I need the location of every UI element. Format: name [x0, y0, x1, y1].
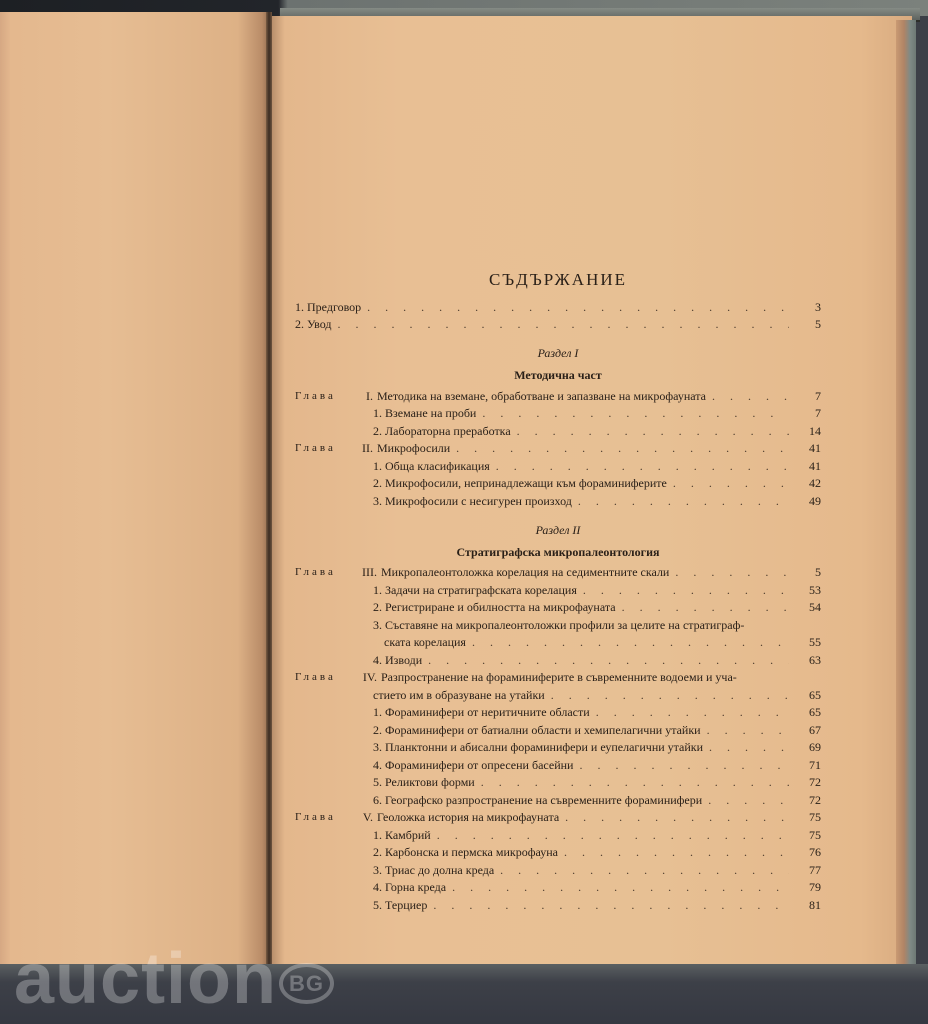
toc-entry: 1. Фораминифери от неритичните области . . . 65	[295, 703, 821, 721]
part-label: Раздел II	[535, 522, 581, 537]
toc-entry: 4. Изводи . . . 63	[295, 650, 821, 668]
toc-entry: 3. Микрофосили с несигурен произход . . . 49	[295, 491, 821, 509]
part-title: Методична част	[514, 368, 602, 382]
toc-chapter: Глава II. Микрофосили . . . 41	[295, 439, 821, 457]
toc-entry-continued: ската корелация . . . 55	[295, 633, 821, 651]
toc-entry: 3. Планктонни и абисални фораминифери и еупелагични утайки . . . 69	[295, 738, 821, 756]
toc-chapter-continued: стието им в образуване на утайки . . . 65	[295, 685, 821, 703]
toc-entry: 1. Камбрий . . . 75	[295, 825, 821, 843]
toc-entry: 1. Обща класификация . . . 41	[295, 456, 821, 474]
toc-entry: 2. Регистриране и обилността на микрофауната . . . 54	[295, 598, 821, 616]
toc-title: СЪДЪРЖАНИЕ	[488, 270, 628, 289]
table-of-contents	[295, 270, 821, 913]
toc-entry: 4. Фораминифери от опресени басейни . . . 71	[295, 755, 821, 773]
page-edges	[896, 20, 916, 980]
toc-entry: 1. Предговор . . . 3	[295, 297, 821, 315]
left-page	[0, 12, 270, 964]
toc-chapter: Глава V. Геоложка история на микрофауната . . . 75	[295, 808, 821, 826]
toc-entry: 3. Съставяне на микропалеонтоложки профили за целите на стратиграф-	[373, 617, 745, 632]
toc-entry: 5. Реликтови форми . . . 72	[295, 773, 821, 791]
toc-entry: 4. Горна креда . . . 79	[295, 878, 821, 896]
toc-entry: 5. Терциер . . . 81	[295, 895, 821, 913]
part-title: Стратиграфска микропалеонтология	[456, 544, 660, 559]
auction-watermark: auction BG	[14, 938, 334, 1020]
toc-entry: 2. Фораминифери от батиални области и хемипелагични утайки . . . 67	[295, 720, 821, 738]
toc-entry: 2. Лабораторна преработка . . . 14	[295, 421, 821, 439]
toc-entry: 1. Вземане на проби . . . 7	[295, 404, 821, 422]
toc-entry: 3. Триас до долна креда . . . 77	[295, 860, 821, 878]
toc-chapter: Глава III. Микропалеонтоложка корелация на седиментните скали . . . 5	[295, 563, 821, 581]
toc-entry: 2. Карбонска и пермска микрофауна . . . 76	[295, 843, 821, 861]
toc-entry: 1. Задачи на стратиграфската корелация . . . 53	[295, 580, 821, 598]
part-label: Раздел I	[537, 346, 579, 360]
book-gutter	[266, 12, 272, 964]
toc-chapter: Глава I. Методика на вземане, обработване и запазване на микрофауната . . . 7	[295, 386, 821, 404]
toc-entry: 2. Увод . . . 5	[295, 315, 821, 333]
toc-entry: 2. Микрофосили, непринадлежащи към фораминиферите . . . 42	[295, 474, 821, 492]
toc-chapter: Глава IV. Разпространение на фораминиферите в съвременните водоеми и уча-	[295, 670, 737, 684]
toc-entry: 6. Географско разпространение на съвременните фораминифери . . . 72	[295, 790, 821, 808]
bg-badge: BG	[279, 963, 334, 1004]
